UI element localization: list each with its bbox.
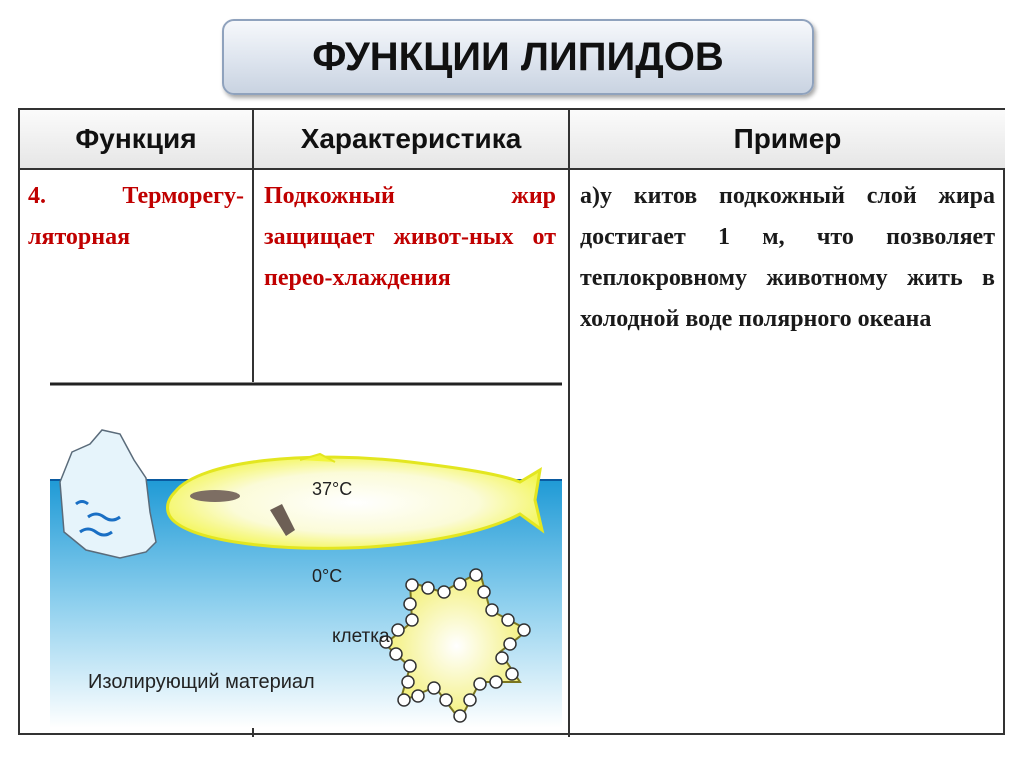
header-function: Функция xyxy=(20,110,252,168)
whale-insulation-illustration xyxy=(50,382,562,728)
header-characteristic: Характеристика xyxy=(254,110,568,168)
cell-function: 4. Терморегу-ляторная xyxy=(28,183,244,250)
cell-example: а)у китов подкожный слой жира достигает 1 м, что позволяет теплокровному животному жить в холодной воде полярного океана xyxy=(580,183,995,332)
header-divider xyxy=(20,168,1003,170)
water-temperature-label: 0°C xyxy=(312,566,343,586)
cell-label: клетка xyxy=(332,626,390,647)
iceberg-icon xyxy=(60,430,156,558)
header-example: Пример xyxy=(570,110,1005,168)
cell-characteristic: Подкожный жир защищает живот-ных от перео-хлаждения xyxy=(264,183,556,291)
column-divider-2 xyxy=(568,110,570,737)
body-temperature-label: 37°C xyxy=(312,479,353,499)
insulating-material-label: Изолирующий материал xyxy=(88,671,315,693)
page-title: ФУНКЦИИ ЛИПИДОВ xyxy=(222,19,814,95)
